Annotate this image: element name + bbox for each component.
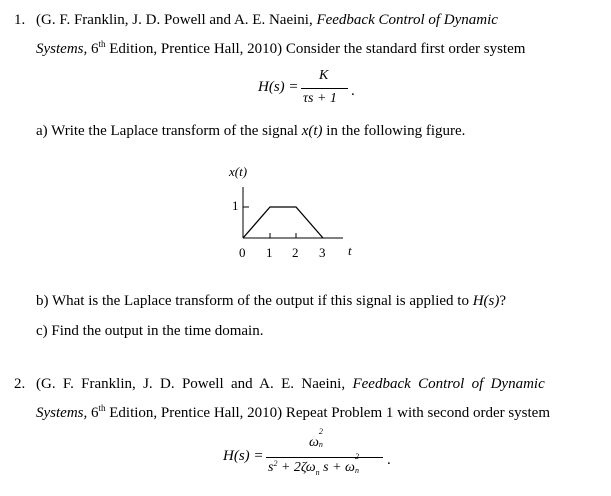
part-b-text: What is the Laplace transform of the output if this signal is applied to [51, 293, 469, 309]
tf1-denominator: τs + 1 [303, 91, 337, 106]
part-b-label: b) [36, 293, 49, 309]
part-c [36, 323, 263, 340]
part-c-label: c) [36, 323, 48, 339]
tf2-denominator: $s^2 + 2\zeta\omega_n$ s + ω n [268, 459, 359, 477]
problem-1-number: 1. [14, 12, 26, 28]
x-axis-label: t [348, 243, 352, 258]
tf2-numerator: ω 2 n [309, 427, 323, 450]
citation-rest: Edition, Prentice Hall, 2010) Consider the standard first order system [109, 41, 526, 57]
tf1-lhs: H(s) = [258, 79, 299, 95]
tf1-numerator: K [319, 68, 329, 83]
x-tick-label-1: 1 [266, 245, 273, 260]
book-title: Feedback Control of Dynamic [316, 12, 498, 28]
tf2-lhs: H(s) = [223, 448, 264, 464]
part-a-text: Write the Laplace transform of the signal [51, 123, 298, 139]
problem-2-number: 2. [14, 376, 26, 392]
book-title-cont: Systems, [36, 41, 88, 57]
citation-rest: Edition, Prentice Hall, 2010) Repeat Problem 1 with second order system [109, 405, 551, 421]
part-b [36, 293, 506, 310]
part-b-fn: H(s) [472, 293, 500, 309]
x-tick-label-3: 3 [319, 245, 326, 260]
edition: 6th [91, 403, 106, 421]
part-b-end: ? [499, 293, 507, 309]
x-tick-label-0: 0 [239, 245, 246, 260]
part-c-text: Find the output in the time domain. [51, 323, 264, 339]
citation-authors: (G. F. Franklin, J. D. Powell and A. E. Naeini, [36, 12, 313, 28]
tf2-fraction-bar [266, 457, 383, 458]
part-a-text-end: in the following figure. [326, 123, 466, 139]
book-title-cont: Systems, [36, 405, 88, 421]
figure-y-label: x(t) [229, 164, 248, 179]
book-title: Feedback Control of Dynamic [352, 376, 545, 392]
figure-y-tick-label: 1 [232, 198, 239, 213]
tf1-period: . [351, 83, 355, 99]
citation-authors: (G. F. Franklin, J. D. Powell and A. E. Naeini, [36, 376, 346, 392]
problem-2-citation-line-2 [36, 405, 550, 422]
x-tick-label-2: 2 [292, 245, 299, 260]
signal-trace [243, 207, 323, 238]
problem-2-citation-line-1 [36, 376, 545, 393]
edition: 6th [91, 39, 106, 57]
part-a-signal: x(t) [301, 123, 323, 139]
part-a-label: a) [36, 123, 48, 139]
tf2-period: . [387, 452, 391, 468]
